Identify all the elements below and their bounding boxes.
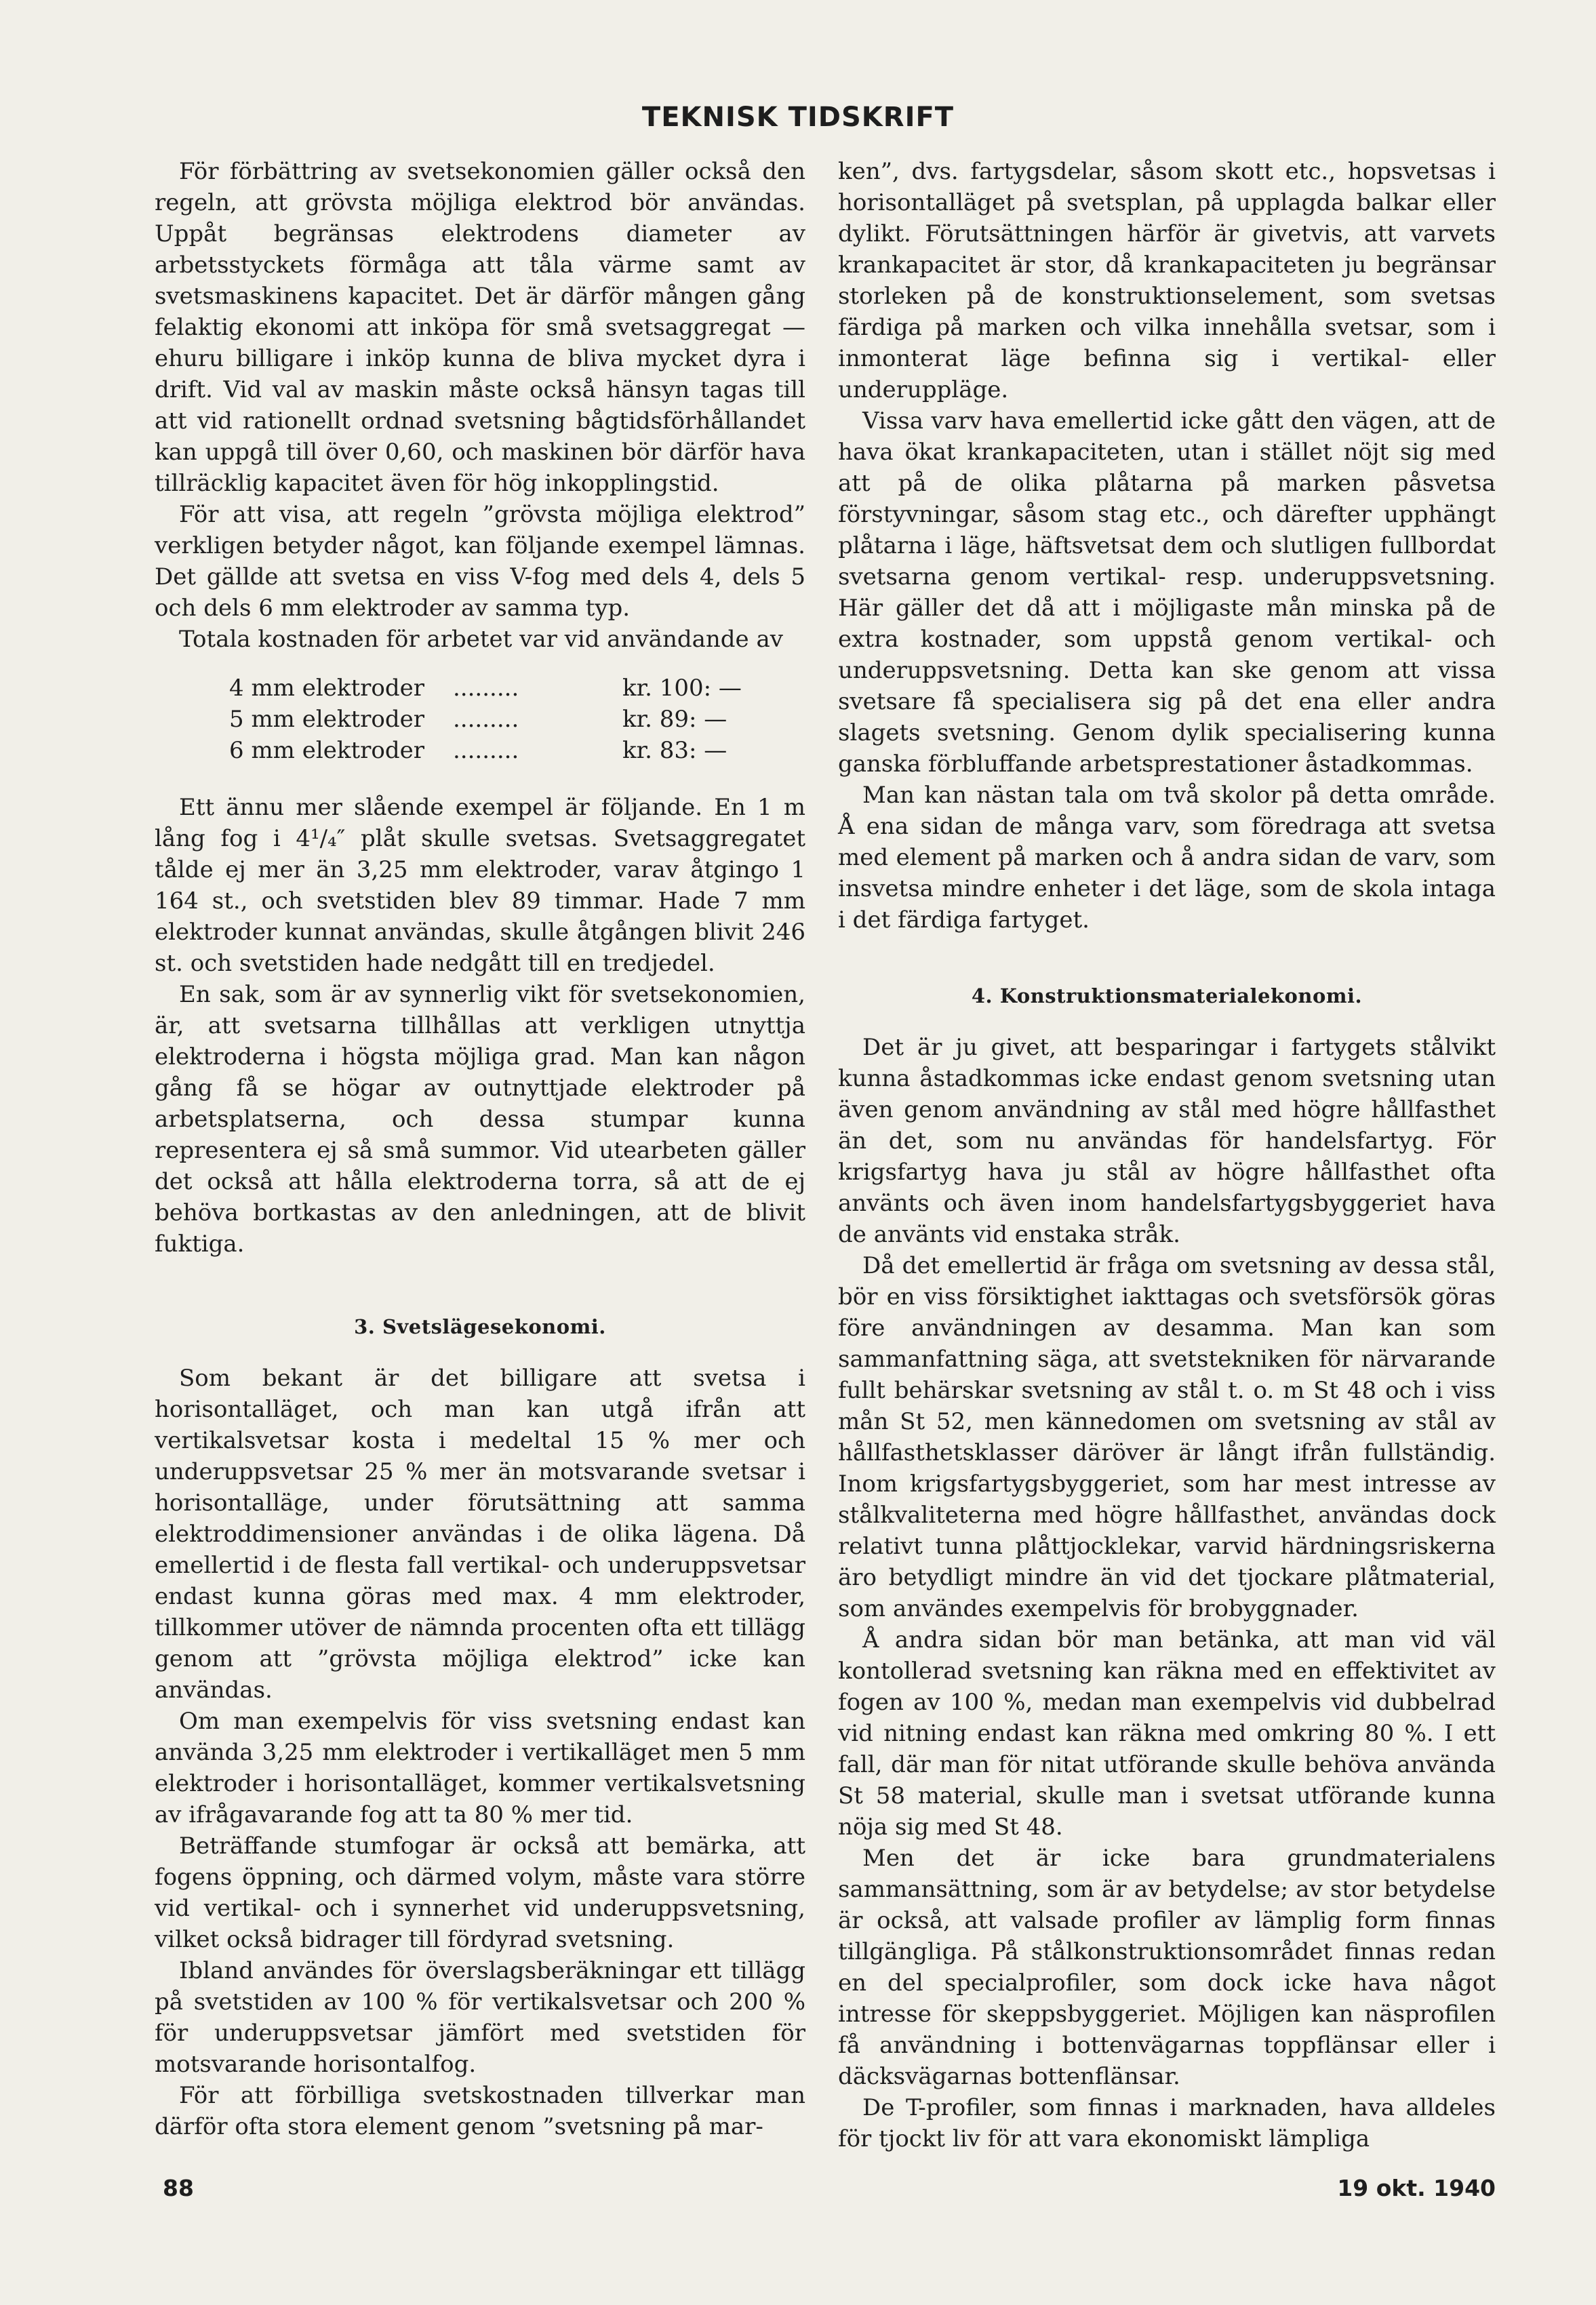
paragraph: Om man exempelvis för viss svetsning endast kan använda 3,25 mm elektroder i vertikalläget men 5 mm elektroder i horisontalläget, kommer vertikalsvetsning av ifrågavarande fog att ta 80 % mer tid. [155,1708,805,1828]
cost-row [229,735,744,766]
paragraph: Då det emellertid är fråga om svetsning av dessa stål, bör en viss försiktighet iakttagas och svetsförsök göras före användningen av desamma. Man kan som sammanfattning säga, att svetstekniken för närvarande fullt behärskar svetsning av stål t. o. m St 48 och i viss mån St 52, men kännedomen om svetsning av stål av hållfasthetsklasser däröver är långt ifrån fullständig. Inom krigsfartygsbyggeriet, som har mest intresse av stålkvaliteterna med högre hållfasthet, användas dock relativt tunna plåttjocklekar, varvid härdningsriskerna äro betydligt mindre än vid det tjockare plåtmaterial, som användes exempelvis för brobyggnader. [838,1252,1496,1622]
paragraph: Totala kostnaden för arbetet var vid användande av [179,626,783,653]
paragraph: Vissa varv hava emellertid icke gått den vägen, att de hava ökat krankapaciteten, utan i stället nöjt sig med att på de olika plåtarna på marken påsvetsa förstyvningar, såsom stag etc., och därefter upphängt plåtarna i läge, häftsvetsat dem och slutligen fullbordat svetsarna genom vertikal- resp. underuppsvetsning. Här gäller det då att i möjligaste mån minska på de extra kostnader, som uppstå genom vertikal- och underuppsvetsning. Detta kan ske genom att vissa svetsare få specialisera sig på det ena eller andra slagets svetsning. Genom dylik specialisering kunna ganska förbluffande arbetsprestationer åstadkommas. [838,407,1496,778]
paragraph: ken”, dvs. fartygsdelar, såsom skott etc., hopsvetsas i horisontalläget på svetsplan, på upplagda balkar eller dylikt. Förutsättningen härför är givetvis, att varvets krankapacitet är stor, då krankapaciteten ju begränsar storleken på de konstruktionselement, som svetsas färdiga på marken och vilka innehålla svetsar, som i inmonterat läge befinna sig i vertikal- eller underuppläge. [838,158,1496,403]
section-heading: 3. Svetslägesekonomi. [354,1315,606,1338]
paragraph: Ett ännu mer slående exempel är följande. En 1 m lång fog i 4¹/₄″ plåt skulle svetsas. Svetsaggregatet tålde ej mer än 3,25 mm elektroder, varav åtgingo 1 164 st., och svetstiden blev 89 timmar. Hade 7 mm elektroder kunnat användas, skulle åtgången blivit 246 st. och svetstiden hade nedgått till en tredjedel. [155,794,805,977]
paragraph: Å andra sidan bör man betänka, att man vid väl kontollerad svetsning kan räkna med en effektivitet av fogen av 100 %, medan man exempelvis vid dubbelrad vid nitning endast kan räkna med omkring 80 %. I ett fall, där man för nitat utförande skulle behöva använda St 58 material, skulle man i svetsat utförande kunna nöja sig med St 48. [838,1626,1496,1841]
paragraph: En sak, som är av synnerlig vikt för svetsekonomien, är, att svetsarna tillhållas att verkligen utnyttja elektroderna i högsta möjliga grad. Man kan någon gång få se högar av outnyttjade elektroder på arbetsplatserna, och dessa stumpar kunna representera ej så små summor. Vid utearbeten gäller det också att hålla elektroderna torra, så att de ej behöva bortkastas av den anledningen, att de blivit fuktiga. [155,981,805,1258]
cost-label: 4 mm elektroder [229,675,424,702]
paragraph: För förbättring av svetsekonomien gäller också den regeln, att grövsta möjliga elektrod bör användas. Uppåt begränsas elektrodens diameter av arbetsstyckets förmåga att tåla värme samt av svetsmaskinens kapacitet. Det är därför mången gång felaktig ekonomi att inköpa för små svetsaggregat — ehuru billigare i inköp kunna de bliva mycket dyra i drift. Vid val av maskin måste också hänsyn tagas till att vid rationellt ordnad svetsning bågtidsförhållandet kan uppgå till över 0,60, och maskinen bör därför hava tillräcklig kapacitet även för hög inkopplingstid. [155,158,805,497]
issue-date: 19 okt. 1940 [1337,2175,1496,2201]
cost-table [155,673,805,766]
paragraph: För att visa, att regeln ”grövsta möjliga elektrod” verkligen betyder något, kan följande exempel lämnas. Det gällde att svetsa en viss V-fog med dels 4, dels 5 och dels 6 mm elektroder av samma typ. [155,501,805,622]
cost-dots: ......... [453,706,519,733]
cost-row [229,704,744,735]
cost-price: kr. 89: — [622,706,727,733]
paragraph: De T-profiler, som finnas i marknaden, hava alldeles för tjockt liv för att vara ekonomiskt lämpliga [838,2094,1496,2152]
cost-row [229,673,744,704]
cost-dots: ......... [453,675,519,702]
paragraph: För att förbilliga svetskostnaden tillverkar man därför ofta stora element genom ”svetsning på mar- [155,2082,805,2140]
cost-label: 5 mm elektroder [229,706,424,733]
paragraph: Det är ju givet, att besparingar i fartygets stålvikt kunna åstadkommas icke endast genom svetsning utan även genom användning av stål med högre hållfasthet än det, som nu användas för handelsfartyg. För krigsfartyg hava ju stål av högre hållfasthet ofta använts och även inom handelsfartygsbyggeriet hava de använts vid enstaka stråk. [838,1034,1496,1248]
paragraph: Som bekant är det billigare att svetsa i horisontalläget, och man kan utgå ifrån att vertikalsvetsar kosta i medeltal 15 % mer och underuppsvetsar 25 % mer än motsvarande svetsar i horisontalläge, under förutsättning att samma elektroddimensioner användas i de olika lägena. Då emellertid i de flesta fall vertikal- och underuppsvetsar endast kunna göras med max. 4 mm elektroder, tillkommer utöver de nämnda procenten ofta ett tillägg genom att ”grövsta möjliga elektrod” icke kan användas. [155,1365,805,1704]
paragraph: Beträffande stumfogar är också att bemärka, att fogens öppning, och därmed volym, måste vara större vid vertikal- och i synnerhet vid underuppsvetsning, vilket också bidrager till fördyrad svetsning. [155,1832,805,1953]
cost-price: kr. 83: — [622,737,727,764]
right-column [838,156,1496,2154]
paragraph: Man kan nästan tala om två skolor på detta område. Å ena sidan de många varv, som föredraga att svetsa med element på marken och å andra sidan de varv, som insvetsa mindre enheter i det läge, som de skola intaga i det färdiga fartyget. [838,782,1496,934]
cost-label: 6 mm elektroder [229,737,424,764]
paragraph: Men det är icke bara grundmaterialens sammansättning, som är av betydelse; av stor betydelse är också, att valsade profiler av lämplig form finnas tillgängliga. På stålkonstruktionsområdet finnas redan en del specialprofiler, som dock icke hava något intresse för skeppsbyggeriet. Möjligen kan näsprofilen få användning i bottenvägarnas toppflänsar eller i däcksvägarnas bottenflänsar. [838,1845,1496,2090]
cost-dots: ......... [453,737,519,764]
paragraph: Ibland användes för överslagsberäkningar ett tillägg på svetstiden av 100 % för vertikalsvetsar och 200 % för underuppsvetsar jämfört med svetstiden för motsvarande horisontalfog. [155,1957,805,2078]
page-number: 88 [163,2175,194,2201]
cost-price: kr. 100: — [622,675,742,702]
journal-header: TEKNISK TIDSKRIFT [641,102,955,133]
left-column [155,156,805,2142]
section-heading: 4. Konstruktionsmaterialekonomi. [971,984,1363,1007]
